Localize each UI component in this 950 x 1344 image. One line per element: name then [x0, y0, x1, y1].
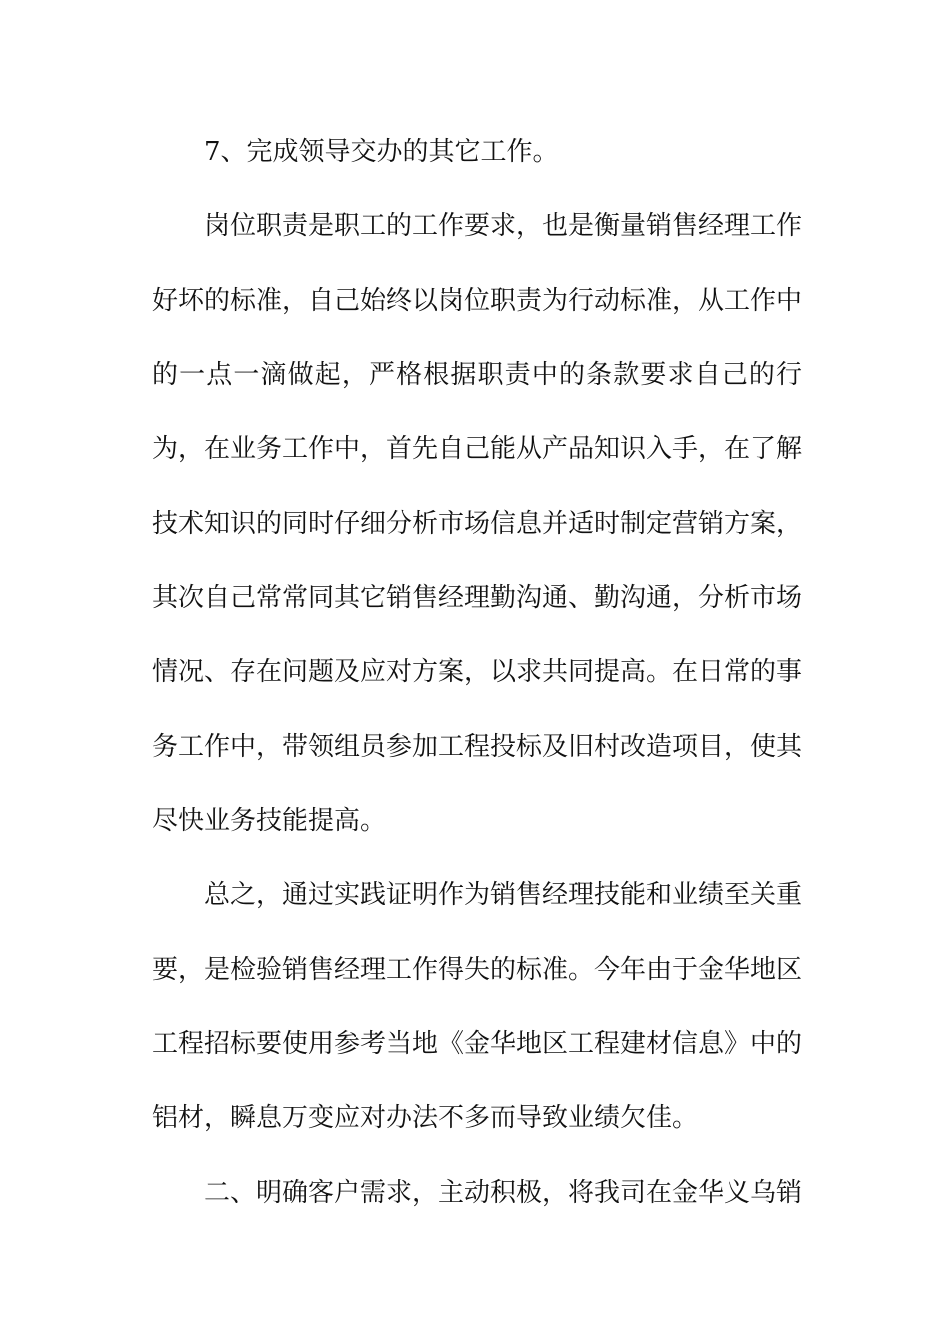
- text-line: 务工作中，带领组员参加工程投标及旧村改造项目，使其: [152, 732, 803, 762]
- text-line: 要，是检验销售经理工作得失的标准。今年由于金华地区: [152, 955, 803, 985]
- text-line: 总之，通过实践证明作为销售经理技能和业绩至关重: [204, 880, 803, 910]
- text-line: 尽快业务技能提高。: [152, 806, 387, 836]
- text-line: 岗位职责是职工的工作要求，也是衡量销售经理工作: [204, 211, 803, 241]
- text-line: 的一点一滴做起，严格根据职责中的条款要求自己的行: [152, 360, 802, 390]
- text-line: 为，在业务工作中，首先自己能从产品知识入手，在了解: [152, 434, 803, 464]
- text-line: 其次自己常常同其它销售经理勤沟通、勤沟通，分析市场: [152, 583, 803, 613]
- text-line: 情况、存在问题及应对方案，以求共同提高。在日常的事: [152, 657, 803, 687]
- text-line: 7、完成领导交办的其它工作。: [204, 137, 559, 167]
- text-line: 铝材，瞬息万变应对办法不多而导致业绩欠佳。: [152, 1103, 699, 1133]
- text-line: 好坏的标准，自己始终以岗位职责为行动标准，从工作中: [152, 286, 803, 316]
- text-line: 技术知识的同时仔细分析市场信息并适时制定营销方案，: [152, 509, 803, 539]
- text-line: 工程招标要使用参考当地《金华地区工程建材信息》中的: [152, 1029, 803, 1059]
- text-line: 二、明确客户需求，主动积极，将我司在金华义乌销: [204, 1178, 803, 1208]
